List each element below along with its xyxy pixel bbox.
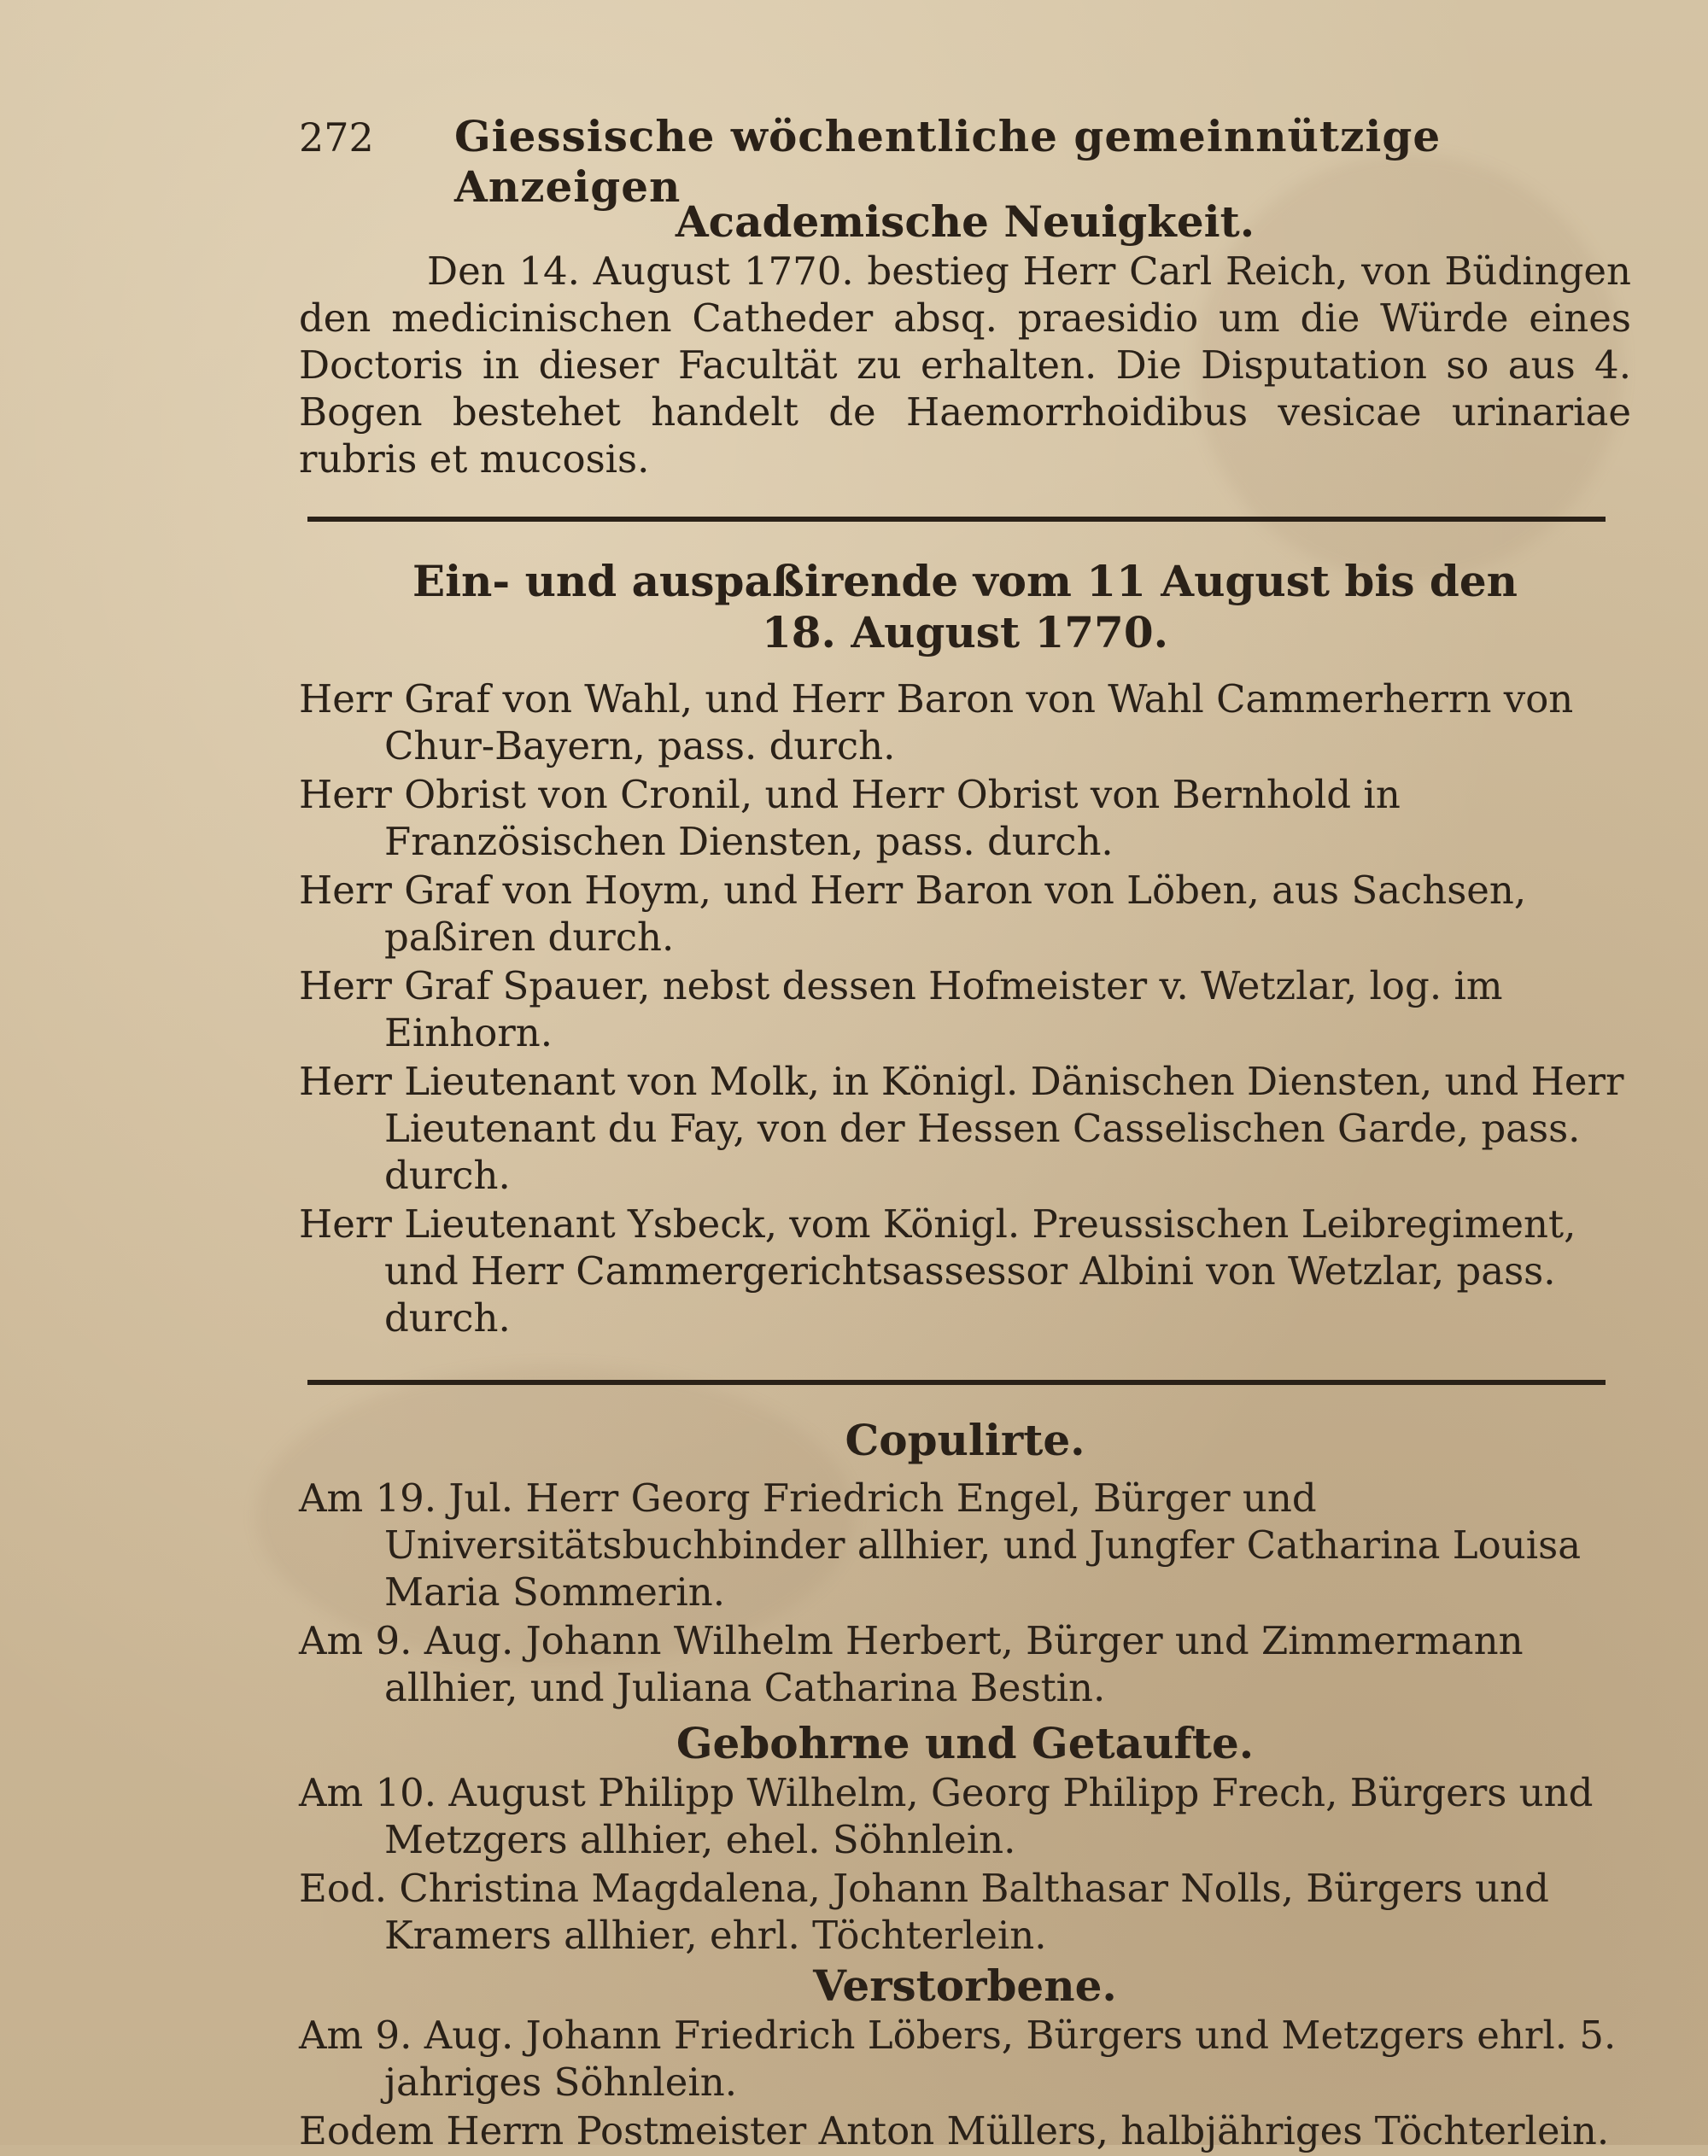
list-item: Herr Graf von Hoym, und Herr Baron von Löben, aus Sachsen, paßiren durch. (299, 868, 1527, 960)
academic-news-paragraph: Den 14. August 1770. bestieg Herr Carl Reich, von Büdingen den medicinischen Catheder absq. praesidio um die Würde eines Doctoris in dieser Facultät zu erhalten. Die Disputation so aus 4. Bogen bestehet handelt de Haemorrhoidibus vesicae urinariae rubris et mucosis. (299, 248, 1631, 482)
section-title-travellers: Ein- und auspaßirende vom 11 August bis den (412, 556, 1518, 606)
page-content (299, 111, 1631, 2156)
section-divider (307, 517, 1606, 522)
travellers-list (299, 675, 1631, 1341)
born-list (299, 1769, 1631, 1959)
section-title-married: Copulirte. (845, 1415, 1085, 1465)
section-title-born-baptized: Gebohrne und Getaufte. (676, 1718, 1255, 1768)
married-list (299, 1475, 1631, 1711)
list-item: Herr Graf Spauer, nebst dessen Hofmeister v. Wetzlar, log. im Einhorn. (299, 963, 1503, 1055)
list-item: Herr Lieutenant von Molk, in Königl. Dänischen Diensten, und Herr Lieutenant du Fay, von der Hessen Casselischen Garde, pass. durch. (299, 1059, 1624, 1198)
section-divider (307, 1380, 1606, 1385)
list-item: Am 19. Jul. Herr Georg Friedrich Engel, Bürger und Universitätsbuchbinder allhier, und Jungfer Catharina Louisa Maria Sommerin. (299, 1475, 1582, 1615)
list-item: Am 9. Aug. Johann Friedrich Löbers, Bürgers und Metzgers ehrl. 5. jahriges Söhnlein. (299, 2013, 1617, 2105)
section-title-academic-news: Academische Neuigkeit. (675, 196, 1255, 247)
list-item: Eod. Christina Magdalena, Johann Balthasar Nolls, Bürgers und Kramers allhier, ehrl. Töchterlein. (299, 1866, 1549, 1958)
page-header (299, 111, 1631, 212)
list-item: Am 10. August Philipp Wilhelm, Georg Philipp Frech, Bürgers und Metzgers allhier, ehel. Söhnlein. (299, 1770, 1594, 1862)
list-item: Am 9. Aug. Johann Wilhelm Herbert, Bürger und Zimmermann allhier, und Juliana Catharina Bestin. (299, 1618, 1524, 1710)
running-title: Giessische wöchentliche gemeinnützige Anzeigen (453, 111, 1442, 212)
section-title-travellers-date: 18. August 1770. (761, 607, 1169, 657)
list-item: Herr Lieutenant Ysbeck, vom Königl. Preussischen Leibregiment, und Herr Cammergerichtsassessor Albini von Wetzlar, pass. durch. (299, 1201, 1576, 1341)
deceased-list (299, 2012, 1631, 2154)
page-number: 272 (299, 114, 374, 161)
list-item: Herr Obrist von Cronil, und Herr Obrist von Bernhold in Französischen Diensten, pass. durch. (299, 772, 1401, 864)
list-item: Eodem Herrn Postmeister Anton Müllers, halbjähriges Töchterlein. (299, 2108, 1610, 2153)
section-title-deceased: Verstorbene. (813, 1960, 1117, 2011)
list-item: Herr Graf von Wahl, und Herr Baron von Wahl Cammerherrn von Chur-Bayern, pass. durch. (299, 676, 1574, 768)
